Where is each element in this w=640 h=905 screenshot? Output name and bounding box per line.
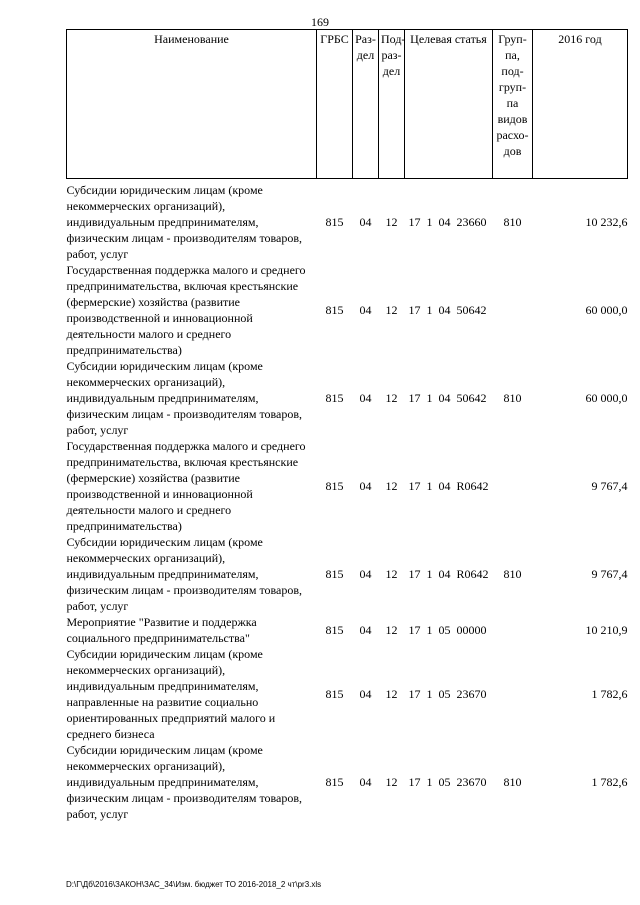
table-row [67, 438, 628, 534]
cell-grbs: 815 [325, 391, 344, 405]
table-header-row [67, 30, 628, 179]
table-row [67, 179, 628, 263]
cell-amount: 10 232,6 [585, 215, 628, 229]
cell-expense-group [493, 438, 533, 534]
cell-name: Мероприятие "Развитие и поддержка социального предпринимательства" [66, 615, 257, 645]
header-expense-group: Груп-па, под-груп-па видов расхо-дов [493, 30, 533, 179]
table-row [67, 358, 628, 438]
cell-podrazdel: 12 [385, 479, 398, 493]
cell-target-article: 17 1 04 50642 [408, 303, 487, 317]
cell-amount: 60 000,0 [585, 391, 628, 405]
cell-podrazdel: 12 [385, 623, 398, 637]
cell-expense-group: 810 [503, 775, 522, 789]
table-row [67, 742, 628, 822]
cell-grbs: 815 [325, 775, 344, 789]
cell-podrazdel: 12 [385, 775, 398, 789]
cell-target-article: 17 1 05 00000 [408, 623, 487, 637]
cell-name: Субсидии юридическим лицам (кроме некоммерческих организаций), индивидуальным предпринимателям, физическим лицам - производителям товаров, работ, услуг [66, 743, 303, 821]
cell-grbs: 815 [325, 623, 344, 637]
header-grbs: ГРБС [317, 30, 353, 179]
cell-podrazdel: 12 [385, 687, 398, 701]
cell-expense-group [493, 646, 533, 742]
cell-target-article: 17 1 04 50642 [408, 391, 487, 405]
cell-expense-group: 810 [503, 567, 522, 581]
cell-target-article: 17 1 04 R0642 [408, 479, 489, 493]
cell-podrazdel: 12 [385, 303, 398, 317]
cell-name: Субсидии юридическим лицам (кроме некоммерческих организаций), индивидуальным предпринимателям, физическим лицам - производителям товаров, работ, услуг [66, 359, 303, 437]
header-podrazdel: Под-раз-дел [379, 30, 405, 179]
cell-expense-group: 810 [503, 391, 522, 405]
budget-table [66, 29, 628, 822]
cell-razdel: 04 [359, 687, 372, 701]
cell-target-article: 17 1 04 23660 [408, 215, 487, 229]
table-body [67, 179, 628, 823]
cell-grbs: 815 [325, 567, 344, 581]
cell-name: Государственная поддержка малого и среднего предпринимательства, включая крестьянские (фермерские) хозяйства (развитие производственной и инновационной деятельности малого и среднего предпринимательства) [66, 263, 306, 357]
header-year: 2016 год [533, 30, 628, 179]
cell-target-article: 17 1 04 R0642 [408, 567, 489, 581]
cell-amount: 1 782,6 [591, 687, 628, 701]
cell-amount: 9 767,4 [591, 479, 628, 493]
cell-amount: 1 782,6 [591, 775, 628, 789]
header-name: Наименование [67, 30, 317, 179]
table-row [67, 646, 628, 742]
cell-expense-group: 810 [503, 215, 522, 229]
cell-razdel: 04 [359, 303, 372, 317]
cell-razdel: 04 [359, 479, 372, 493]
cell-name: Субсидии юридическим лицам (кроме некоммерческих организаций), индивидуальным предпринимателям, физическим лицам - производителям товаров, работ, услуг [66, 535, 303, 613]
cell-razdel: 04 [359, 775, 372, 789]
cell-name: Субсидии юридическим лицам (кроме некоммерческих организаций), индивидуальным предпринимателям, направленные на развитие социально ориентированных предприятий малого и среднего бизнеса [66, 647, 276, 741]
header-razdel: Раз-дел [353, 30, 379, 179]
cell-name: Государственная поддержка малого и среднего предпринимательства, включая крестьянские (фермерские) хозяйства (развитие производственной и инновационной деятельности малого и среднего предпринимательства) [66, 439, 306, 533]
cell-name: Субсидии юридическим лицам (кроме некоммерческих организаций), индивидуальным предпринимателям, физическим лицам - производителям товаров, работ, услуг [66, 183, 303, 261]
footer-file-path: D:\Г\Дб\2016\ЗАКОН\ЗАС_34\Изм. бюджет ТО 2016-2018_2 чт\pr3.xls [66, 880, 322, 889]
cell-target-article: 17 1 05 23670 [408, 775, 487, 789]
cell-expense-group [493, 614, 533, 646]
header-target-article: Целевая статья [405, 30, 493, 179]
cell-podrazdel: 12 [385, 567, 398, 581]
table-row [67, 262, 628, 358]
cell-grbs: 815 [325, 479, 344, 493]
cell-expense-group [493, 262, 533, 358]
cell-razdel: 04 [359, 623, 372, 637]
cell-podrazdel: 12 [385, 391, 398, 405]
cell-razdel: 04 [359, 391, 372, 405]
cell-grbs: 815 [325, 215, 344, 229]
table-row [67, 534, 628, 614]
cell-target-article: 17 1 05 23670 [408, 687, 487, 701]
page-number: 169 [311, 15, 329, 29]
cell-razdel: 04 [359, 567, 372, 581]
cell-razdel: 04 [359, 215, 372, 229]
cell-grbs: 815 [325, 303, 344, 317]
cell-amount: 10 210,9 [585, 623, 628, 637]
cell-grbs: 815 [325, 687, 344, 701]
cell-podrazdel: 12 [385, 215, 398, 229]
cell-amount: 9 767,4 [591, 567, 628, 581]
cell-amount: 60 000,0 [585, 303, 628, 317]
table-row [67, 614, 628, 646]
